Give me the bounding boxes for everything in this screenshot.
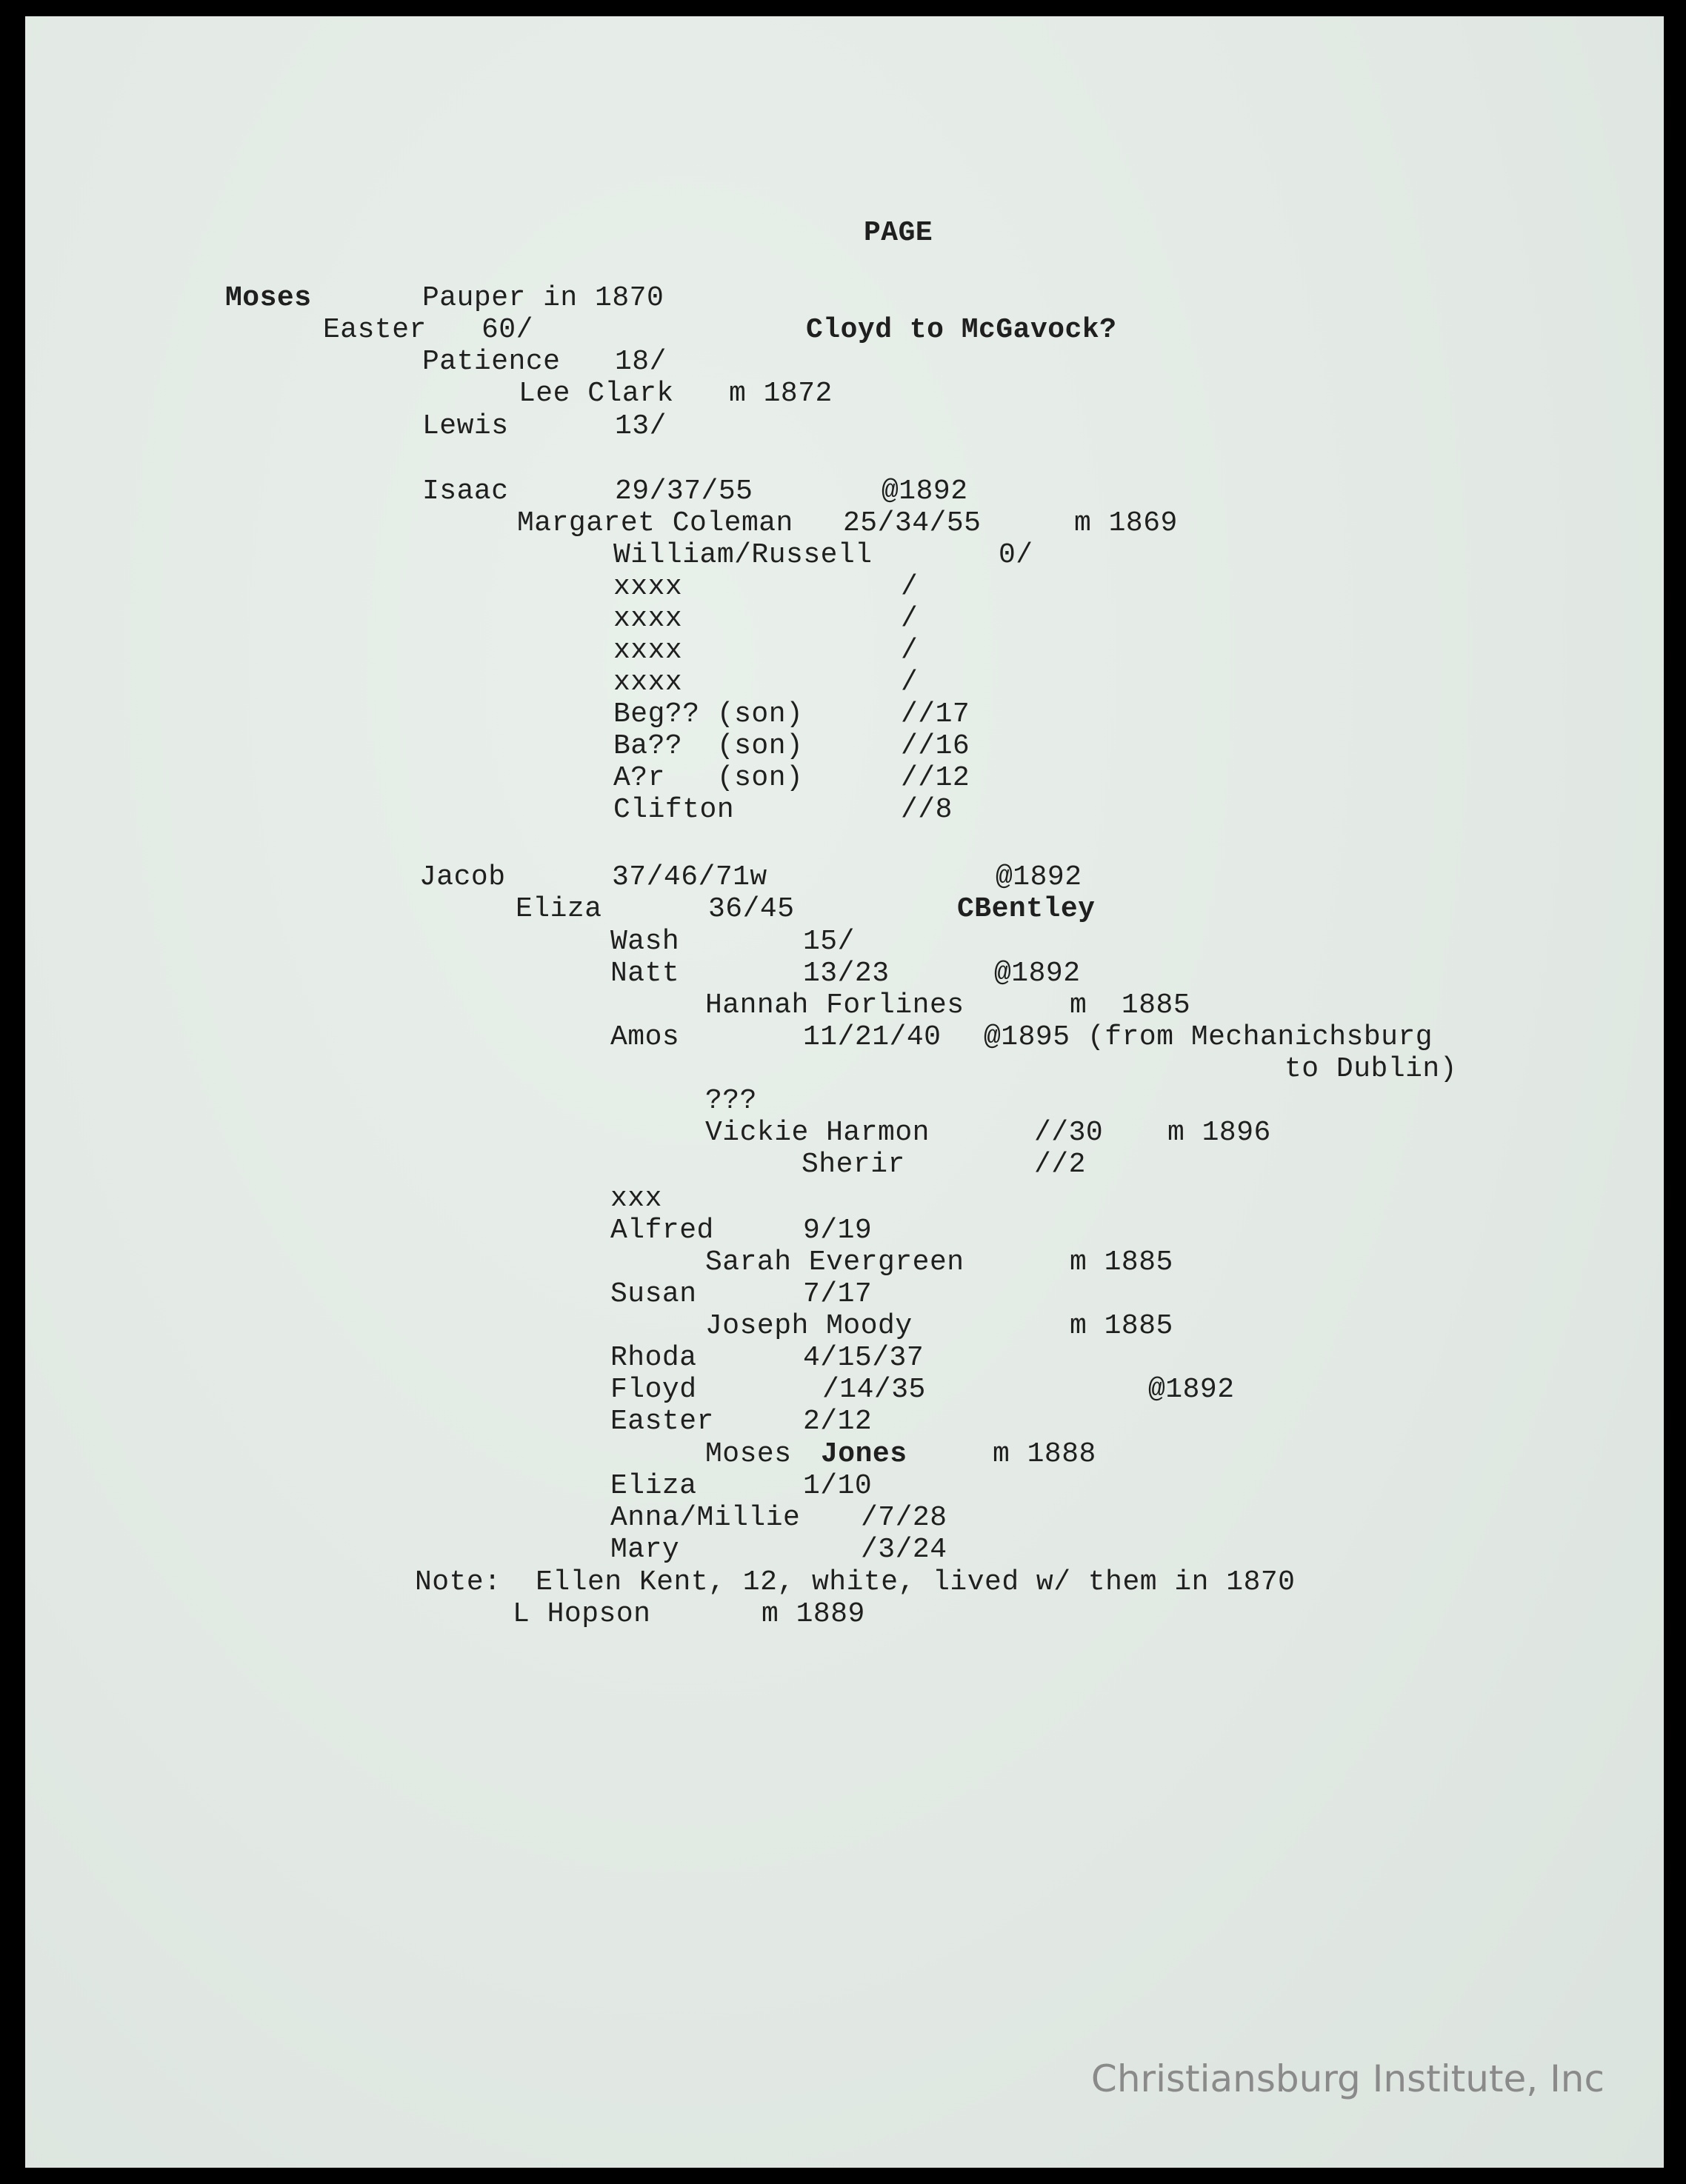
amos-date: @1895 [984,1021,1070,1053]
rhoda-ages: 4/15/37 [803,1342,924,1374]
susan-name: Susan [610,1278,697,1310]
list-item-ages: / [901,667,919,698]
lee-clark-name: Lee Clark [519,378,674,410]
list-item-name: A?r (son) [613,762,804,794]
moses-name: Moses [225,282,312,314]
amos-note-line2: to Dublin) [1285,1053,1458,1085]
eliza-child-name: Eliza [610,1470,697,1502]
list-item-name: xxxx [613,667,683,698]
lee-clark-marriage: m 1872 [729,378,833,410]
anna-ages: /7/28 [861,1502,947,1534]
eliza-wife-note: CBentley [957,893,1096,925]
list-item-ages: //8 [901,794,953,826]
natt-date: @1892 [994,958,1081,989]
vickie-name: Vickie Harmon [705,1117,930,1149]
amos-name: Amos [610,1021,680,1053]
list-item-name: xxxx [613,635,683,667]
list-item-ages: //12 [901,762,970,794]
easter-note: Cloyd to McGavock? [806,314,1117,346]
joseph-name: Joseph Moody [705,1310,913,1342]
list-item-name: xxxx [613,603,683,635]
page-title: PAGE [864,217,933,249]
mary-ages: /3/24 [861,1534,947,1566]
moses-jones-first: Moses [705,1438,792,1470]
list-item-ages: / [901,571,919,603]
eliza-wife-name: Eliza [516,893,602,925]
isaac-name: Isaac [422,475,509,507]
sherir-name: Sherir [802,1149,905,1181]
patience-ages: 18/ [615,346,667,378]
alfred-name: Alfred [610,1215,714,1246]
vickie-marriage: m 1896 [1167,1117,1271,1149]
joseph-marriage: m 1885 [1070,1310,1173,1342]
jacob-name: Jacob [419,861,506,893]
list-item-name: William/Russell [613,539,873,571]
hopson-marriage: m 1889 [762,1598,865,1630]
list-item-name: Ba?? (son) [613,730,804,762]
jacob-ages: 37/46/71w [612,861,767,893]
isaac-date: @1892 [882,475,968,507]
list-item-ages: 0/ [999,539,1033,571]
list-item-name: xxxx [613,571,683,603]
wash-ages: 15/ [803,926,855,958]
sarah-marriage: m 1885 [1070,1246,1173,1278]
sarah-name: Sarah Evergreen [705,1246,964,1278]
rhoda-name: Rhoda [610,1342,697,1374]
eliza-child-ages: 1/10 [803,1470,873,1502]
unknown-marker: ??? [705,1085,757,1117]
easter-child-ages: 2/12 [803,1406,873,1437]
xxx-marker: xxx [610,1183,662,1215]
list-item-name: Clifton [613,794,735,826]
list-item-name: Beg?? (son) [613,698,804,730]
margaret-ages: 25/34/55 [843,507,982,539]
mary-name: Mary [610,1534,680,1566]
amos-ages: 11/21/40 [803,1021,942,1053]
wash-name: Wash [610,926,680,958]
lewis-ages: 13/ [615,410,667,442]
watermark: Christiansburg Institute, Inc [1090,2057,1605,2100]
easter-name: Easter [323,314,427,346]
hannah-marriage: m 1885 [1070,989,1191,1021]
moses-note: Pauper in 1870 [422,282,664,314]
lewis-name: Lewis [422,410,509,442]
easter-ages: 60/ [482,314,533,346]
moses-jones-last: Jones [821,1438,907,1470]
margaret-name: Margaret Coleman [517,507,793,539]
isaac-ages: 29/37/55 [615,475,753,507]
list-item-ages: //17 [901,698,970,730]
eliza-wife-ages: 36/45 [708,893,795,925]
patience-name: Patience [422,346,561,378]
easter-child-name: Easter [610,1406,714,1437]
susan-ages: 7/17 [803,1278,873,1310]
floyd-ages: /14/35 [822,1374,926,1406]
natt-ages: 13/23 [803,958,890,989]
list-item-ages: //16 [901,730,970,762]
natt-name: Natt [610,958,680,989]
hopson-name: L Hopson [513,1598,651,1630]
hannah-name: Hannah Forlines [705,989,964,1021]
alfred-ages: 9/19 [803,1215,873,1246]
amos-note-line1: (from Mechanichsburg [1087,1021,1433,1053]
list-item-ages: / [901,603,919,635]
sherir-ages: //2 [1034,1149,1086,1181]
floyd-name: Floyd [610,1374,697,1406]
list-item-ages: / [901,635,919,667]
vickie-ages: //30 [1034,1117,1104,1149]
moses-jones-marriage: m 1888 [993,1438,1096,1470]
margaret-marriage: m 1869 [1074,507,1178,539]
jacob-date: @1892 [996,861,1082,893]
anna-name: Anna/Millie [610,1502,801,1534]
floyd-date: @1892 [1148,1374,1235,1406]
household-note: Note: Ellen Kent, 12, white, lived w/ them in 1870 [415,1566,1296,1598]
